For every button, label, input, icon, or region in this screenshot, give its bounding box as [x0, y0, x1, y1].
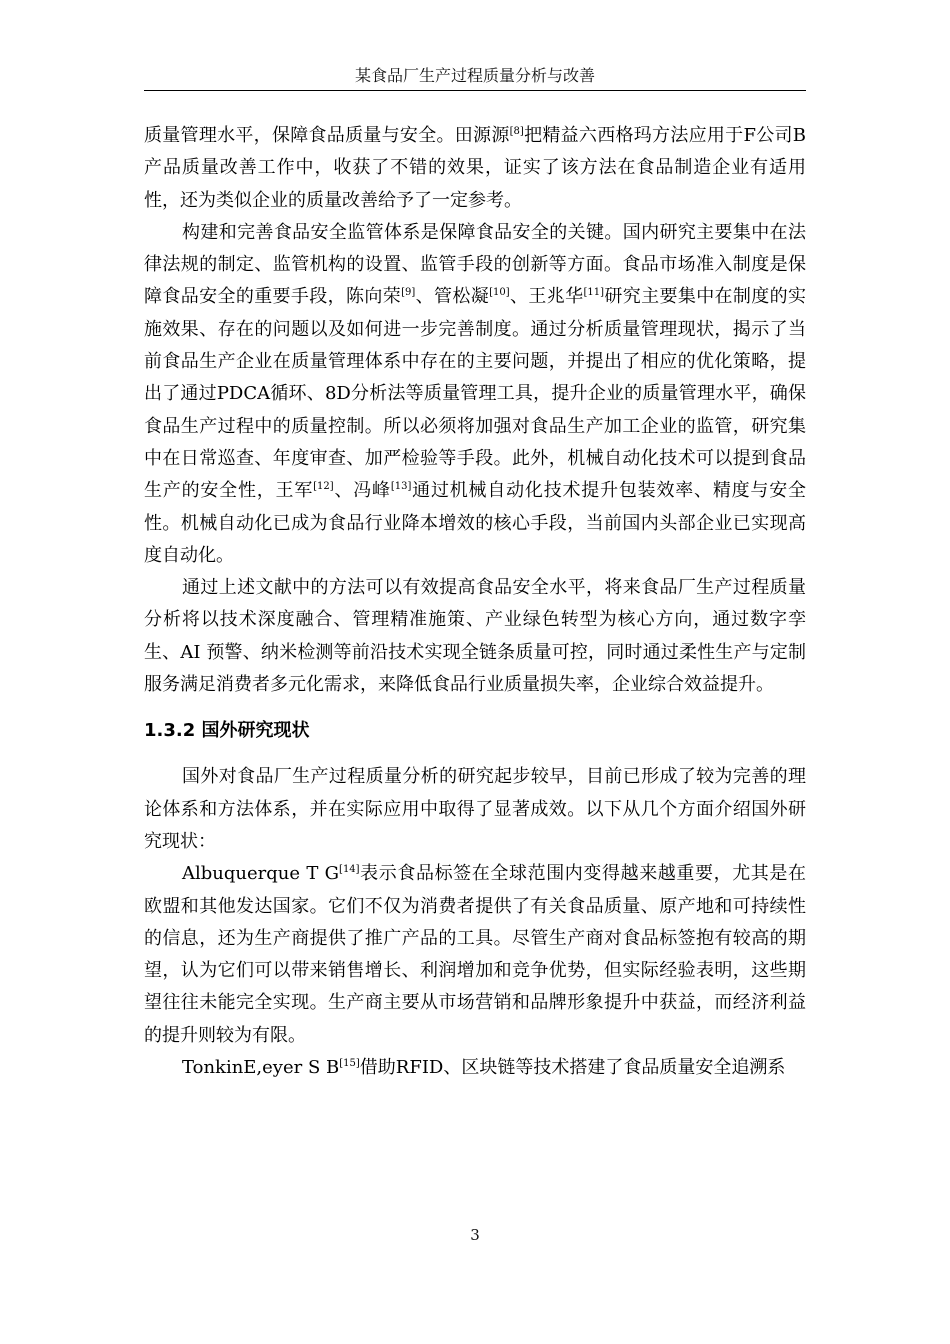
paragraph-3: 通过上述文献中的方法可以有效提高食品安全水平，将来食品厂生产过程质量分析将以技术深度融合、管理精准施策、产业绿色转型为核心方向，通过数字孪生、AI 预警、纳米检测等前沿技术实现全链条质量可控，同时通过柔性生产与定制服务满足消费者多元化需求，来降低食品行业质量损失率，企业综合效益提升。: [144, 577, 806, 696]
section-heading: 1.3.2 国外研究现状: [144, 720, 310, 742]
citation-ref: [14]: [339, 864, 360, 876]
citation-ref: [9]: [401, 287, 416, 299]
body-text: [144, 120, 806, 1084]
paragraph-1: 质量管理水平，保障食品质量与安全。田源源[8]把精益六西格玛方法应用于F公司B产品质量改善工作中，收获了不错的效果，证实了该方法在食品制造企业有适用性，还为类似企业的质量改善给予了一定参考。: [144, 125, 807, 211]
page-number: 3: [470, 1226, 480, 1244]
paragraph-6: TonkinE,eyer S B[15]借助RFID、区块链等技术搭建了食品质量安全追溯系: [182, 1057, 786, 1079]
citation-ref: [13]: [390, 481, 412, 493]
citation-ref: [15]: [339, 1058, 360, 1070]
header-rule: [144, 90, 806, 91]
paragraph-2: 构建和完善食品安全监管体系是保障食品安全的关键。国内研究主要集中在法律法规的制定、监管机构的设置、监管手段的创新等方面。食品市场准入制度是保障食品安全的重要手段，陈向荣[9]、管松凝[10]、王兆华[11]研究主要集中在制度的实施效果、存在的问题以及如何进一步完善制度。通过分析质量管理现状，揭示了当前食品生产企业在质量管理体系中存在的主要问题，并提出了相应的优化策略，提出了通过PDCA循环、8D分析法等质量管理工具，提升企业的质量管理水平，确保食品生产过程中的质量控制。所以必须将加强对食品生产加工企业的监管，研究集中在日常巡查、年度审查、加严检验等手段。此外，机械自动化技术可以提到食品生产的安全性，王军[12]、冯峰[13]通过机械自动化技术提升包装效率、精度与安全性。机械自动化已成为食品行业降本增效的核心手段，当前国内头部企业已实现高度自动化。: [144, 221, 807, 566]
running-header: 某食品厂生产过程质量分析与改善: [354, 66, 595, 85]
citation-ref: [11]: [583, 287, 604, 299]
citation-ref: [12]: [313, 481, 334, 493]
paragraph-4: 国外对食品厂生产过程质量分析的研究起步较早，目前已形成了较为完善的理论体系和方法体系，并在实际应用中取得了显著成效。以下从几个方面介绍国外研究现状：: [144, 766, 806, 852]
citation-ref: [8]: [509, 126, 524, 137]
citation-ref: [10]: [489, 287, 510, 299]
paragraph-5: Albuquerque T G[14]表示食品标签在全球范围内变得越来越重要，尤其是在欧盟和其他发达国家。它们不仅为消费者提供了有关食品质量、原产地和可持续性的信息，还为生产商提供了推广产品的工具。尽管生产商对食品标签抱有较高的期望，认为它们可以带来销售增长、利润增加和竞争优势，但实际经验表明，这些期望往往未能完全实现。生产商主要从市场营销和品牌形象提升中获益，而经济利益的提升则较为有限。: [144, 863, 806, 1046]
